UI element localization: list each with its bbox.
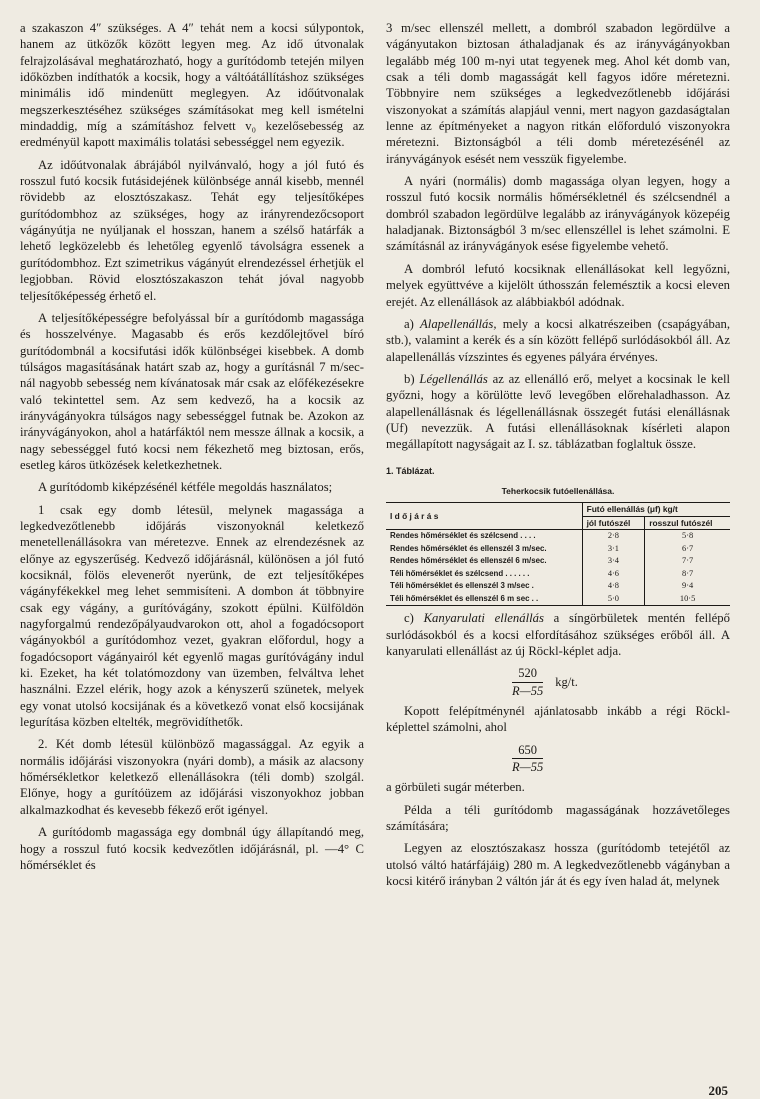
header-resistance: Futó ellenállás (μf) kg/t [582, 503, 730, 517]
paragraph: 1 csak egy domb létesül, melynek magassága a legkedvezőtlenebb időjárás viszonyoknál keletkező menetellenállásokra van méretezve. Ennek az elrendezésnek az előnye az egyszerűség. Kedvező időjárásnál, különösen a jól futó kocsiknál, fölös elevenerőt nyerünk, de ezt teljesítőképes vágányfékekkel meg lehet semmisíteni. A dombon át többnyire csak egy vágány, a gurítóvágány, szokott épülni. Külföldön nagyforgalmú rendezőpályaudvarokon ott, ahol a fogadócsoport vágányokból a gurítódomhoz vezet, gyakran előfordul, hogy a fogadócsoport vágányairól két egyenlő magas gurítóvágány indul ki. Ezeket, ha két tolatómozdony van üzemben, felváltva lehet használni. Ezzel elérik, hogy azok a kényszerű szünetek, melyek egy vonat utolsó kocsijának és a következő vonat első kocsijának legurítása közben eltelték, megrövidíthetők. [20, 502, 364, 730]
item-text: az az ellenálló erő, melyet a kocsinak le kell győzni, hogy a körülötte levő levegőben előrehaladhasson. Az alapellenállásnak és légellenállásnak összegét futási elenállásnak (Uf) nevezzük. A futási ellenállásoknak kísérleti alapon megállapított nagyságait az I. sz. táblázatban foglaltuk össze. [386, 371, 731, 452]
row-label: Rendes hőmérséklet és ellenszél 6 m/sec. [390, 556, 547, 566]
row-label: Téli hőmérséklet és ellenszél 6 m sec . . [386, 593, 582, 606]
row-label: Rendes hőmérséklet és ellenszél 3 m/sec. [390, 543, 547, 553]
paragraph: A teljesítőképességre befolyással bír a gurítódomb magassága és hosszelvénye. Magasabb és erős kezdőlejtővel bíró gurítódombnál a kocsifutási idők különbségei kisebbek. A domb túlságos magasításának határt szab az, hogy a gurításnál 7 m/sec-nál nagyobb sebesség nem kívánatosak már csak az előfékezésekre való tekintettel sem. Az sem kedvező, ha a kocsik az irányvágányokra túlságos nagy sebességgel futnak be. Azokon az irányvágányokon, ahol a határfáktól nem messze állnak a kocsik, a nagy sebességgel futó kocsi nem fékezhető meg biztosan, erős, esetleg káros ütközések keletkezhetnek. [20, 310, 364, 472]
item-text: a síngörbületek mentén fellépő surlódásokból és a kocsi elfordításához szükséges erőből áll. A kanyarulati ellenállást az új Röckl-képlet adja. [386, 611, 730, 658]
table-row [386, 530, 730, 543]
cell-bad: 6·7 [645, 543, 730, 556]
fraction [506, 742, 549, 776]
resistance-table [386, 502, 730, 606]
numerator: 520 [512, 665, 543, 682]
item-prefix: b) [404, 371, 415, 386]
row-label: Téli hőmérséklet és szélcsend . . . . . . [390, 568, 530, 578]
list-item-b [386, 371, 730, 453]
cell-bad: 5·8 [645, 530, 730, 543]
cell-good: 4·8 [582, 580, 645, 593]
paragraph: a görbületi sugár méterben. [386, 780, 525, 795]
paragraph: A gurítódomb magassága egy dombnál úgy állapítandó meg, hogy a rosszul futó kocsik kedvezőtlen időjárásnál, pl. —4° C hőmérséklet és [20, 825, 364, 872]
list-item-c [386, 610, 730, 659]
right-column [386, 20, 730, 1093]
table-title: Teherkocsik futóellenállása. [501, 485, 615, 496]
paragraph: A dombról lefutó kocsiknak ellenállásokat kell legyőzni, melyek együttvéve a kijelölt úthosszán felemésztik a kocsi eleven erejét. Az ellenállások az alábbiakból adódnak. [386, 261, 730, 309]
cell-good: 5·0 [582, 593, 645, 606]
paragraph: Példa a téli gurítódomb magasságának hozzávetőleges számítására; [386, 802, 730, 834]
item-term: Kanyarulati ellenállás [423, 611, 544, 626]
denominator: R—55 [512, 760, 544, 775]
unit: kg/t. [555, 674, 578, 689]
paragraph: A nyári (normális) domb magassága olyan legyen, hogy a rosszul futó kocsik normális hőmérsékletnél és szélcsendnél a dombról szabadon legördülve legalább az irányvágányok közepéig haladjanak. Biztonságból 3 m/sec ellenszéllel is lehet számolni. E számításnál az irányvágányok esése figyelembe vehető. [386, 174, 730, 254]
cell-bad: 7·7 [645, 555, 730, 568]
formula-old-rockl [506, 742, 730, 776]
item-term: Alapellenállás, [420, 316, 497, 331]
cell-good: 3·4 [582, 555, 645, 568]
fraction [506, 665, 549, 699]
page-number: 205 [708, 1083, 728, 1098]
numerator: 650 [512, 742, 543, 759]
table-row [386, 568, 730, 581]
list-item-a [386, 316, 730, 365]
paragraph: Az időútvonalak ábrájából nyilvánvaló, hogy a jól futó és rosszul futó kocsik futásidejének különbsége annál kisebb, mennél rövidebb az elosztószakasz. Tehát egy teljesítőképes gurítódombhoz az szükséges, hogy az irányrendezőcsoport vágányútja ne nyúljanak el hosszan, hanem a szélső határfák a lehető legközelebb és lehetőleg egyenlő távolságra essenek a gurítódombhoz. Ezt szimetrikus vágányút elrendezéssel érhetjük el legjobban. Rövid elosztószakaszon tehát jóval nagyobb teljesítőképesség érhető el. [20, 157, 364, 303]
row-label: Rendes hőmérséklet és szélcsend . . . . [390, 531, 536, 541]
paragraph: A gurítódomb kiképzésénél kétféle megoldás használatos; [38, 480, 333, 495]
header-good-runner: jól futószél [582, 516, 645, 530]
item-text: mely a kocsi alkatrészeiben (csapágyában, stb.), valamint a kerék és a sín között fellépő surlódásokból áll. Az alapellenállás vízszintes és egyenes pályára érvényes. [386, 316, 730, 364]
item-prefix: c) [404, 611, 414, 626]
cell-bad: 10·5 [645, 593, 730, 606]
table-row [386, 593, 730, 606]
table-number: 1. Táblázat. [386, 465, 435, 476]
cell-good: 2·8 [582, 530, 645, 543]
table-row [386, 555, 730, 568]
cell-good: 4·6 [582, 568, 645, 581]
header-weather: I d ő j á r á s [386, 503, 582, 530]
paragraph: Kopott felépítménynél ajánlatosabb inkább a régi Röckl-képlettel számolni, ahol [386, 704, 730, 735]
header-bad-runner: rosszul futószél [645, 516, 730, 530]
row-label: Téli hőmérséklet és ellenszél 3 m/sec . [390, 581, 534, 591]
left-column [20, 20, 364, 1093]
item-prefix: a) [404, 316, 414, 331]
formula-new-rockl [506, 665, 730, 699]
paragraph: 2. Két domb létesül különböző magassággal. Az egyik a normális időjárási viszonyokra (nyári domb), a másik az alacsony hőmérsékletkor keletkező ellenállásokra (téli domb) szolgál. Előnye, hogy a gurítóüzem az időjárási viszonyokhoz jobban alkalmazkodhat és kevesebb fékező erőt igényel. [20, 737, 364, 817]
paragraph: Legyen az elosztószakasz hossza (gurítódomb tetejétől az utolsó váltó határfájáig) 280 m. A legkedvezőtlenebb vágányban a kocsi kitérő irányban 2 váltón jár át és egy íven halad át, melynek [386, 841, 730, 889]
paragraph: a szakaszon 4″ szükséges. A 4″ tehát nem a kocsi súlypontok, hanem az ütközők között legyen meg. Az idő útvonalak felrajzolásával meghatározható, hogy a gurítódomb tetején milyen időközben indíthatók a kocsik, hogy a váltóátállításhoz szükséges minimális idő mindenütt meglegyen. Az időútvonalak megszerkesztéséhez szükséges számításokat meg kell ismételni mindaddig, míg a számításhoz felvett v₀ kezelősebesség az eredményül kapott maximális tolatási sebességgel nem egyezik. [20, 21, 364, 150]
cell-bad: 8·7 [645, 568, 730, 581]
table-row [386, 580, 730, 593]
cell-bad: 9·4 [645, 580, 730, 593]
paragraph: 3 m/sec ellenszél mellett, a dombról szabadon legördülve a vágányutakon biztosan áthaladjanak és az irányvágányokban legalább még 100 m-nyi utat tegyenek meg. Ahol két domb van, csak a téli domb magasságát kell fagyos időre méretezni. Többnyire nem szükséges a legkedvezőtlenebb időjárási viszonyokat a számítás alapjául venni, mert nagyon gazdaságtalan lenne az építményeket a nagyon ritkán előforduló viszonyokra méretezni. Biztonságból a téli domb méretezésénél az irányvágányok esését nem vesszük figyelembe. [386, 21, 730, 166]
table-row [386, 543, 730, 556]
denominator: R—55 [512, 683, 544, 698]
cell-good: 3·1 [582, 543, 645, 556]
item-term: Légellenállás [419, 371, 488, 386]
